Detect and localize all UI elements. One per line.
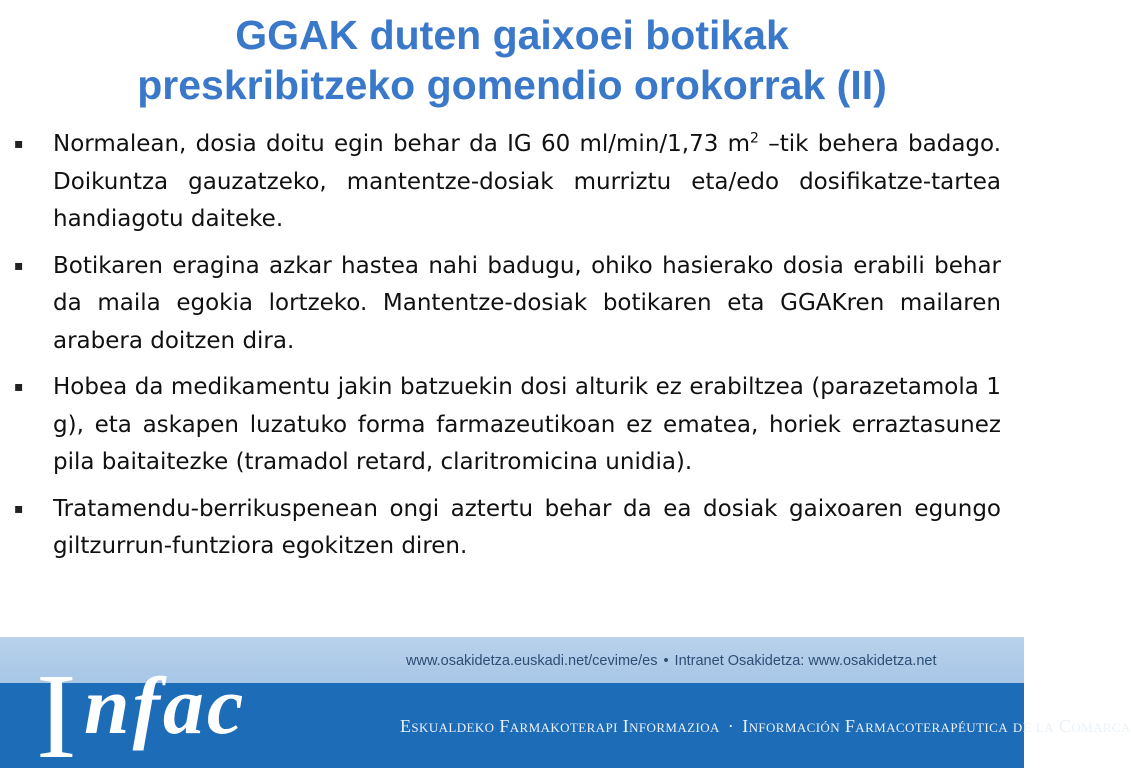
bullet-icon: ▪ — [14, 379, 24, 395]
cevime-link[interactable]: www.osakidetza.euskadi.net/cevime/es — [406, 653, 658, 669]
footer-links — [406, 653, 937, 669]
subtitle-basque: Eskualdeko Farmakoterapi Informazioa — [400, 716, 720, 736]
bullet-item — [0, 491, 1024, 566]
bullet-text-continued: –tik behera badago. Doikuntza gauzatzeko, mantentze-dosiak murriztu eta/edo dosifikatze-tartea handiagotu daiteke. — [53, 131, 1002, 232]
superscript: 2 — [750, 130, 759, 147]
slide-title-line1: GGAK duten gaixoei botikak — [235, 12, 789, 58]
bullet-item — [0, 248, 1024, 361]
infac-logo-initial: I — [36, 649, 77, 768]
bullet-icon: ▪ — [14, 500, 24, 517]
bullet-item — [0, 369, 1024, 482]
slide-title — [0, 10, 1024, 110]
subtitle-separator: · — [727, 716, 735, 736]
bullet-text: Hobea da medikamentu jakin batzuekin dosi alturik ez erabiltzea (parazetamola 1 g), eta askapen luzatuko forma farmazeutikoan ez ematea, horiek erraztasunez pila baitaitezke (tramadol retard, claritromicina unidia). — [53, 374, 1001, 475]
link-separator: • — [663, 653, 669, 669]
bullet-text: Botikaren eragina azkar hastea nahi badugu, ohiko hasierako dosia erabili behar da maila egokia lortzeko. Mantentze-dosiak botikaren eta GGAKren mailaren arabera doitzen dira. — [53, 252, 1001, 354]
bullet-list — [0, 126, 1024, 575]
intranet-link[interactable]: Intranet Osakidetza: www.osakidetza.net — [674, 653, 937, 669]
subtitle-spanish: Información Farmacoterapéutica de la Comarca — [742, 716, 1131, 736]
footer-subtitle — [400, 716, 1131, 737]
bullet-text: Tratamendu-berrikuspenean ongi aztertu behar da ea dosiak gaixoaren egungo giltzurrun-funtziora egokitzen diren. — [53, 495, 1001, 559]
infac-logo-rest: nfac — [84, 660, 247, 751]
bullet-item — [0, 126, 1024, 239]
infac-logo — [32, 645, 332, 768]
bullet-icon: ▪ — [14, 136, 24, 152]
bullet-text: Normalean, dosia doitu egin behar da IG 60 ml/min/1,73 m — [53, 131, 751, 157]
bullet-icon: ▪ — [14, 257, 24, 274]
slide-title-line2: preskribitzeko gomendio orokorrak (II) — [137, 62, 887, 108]
